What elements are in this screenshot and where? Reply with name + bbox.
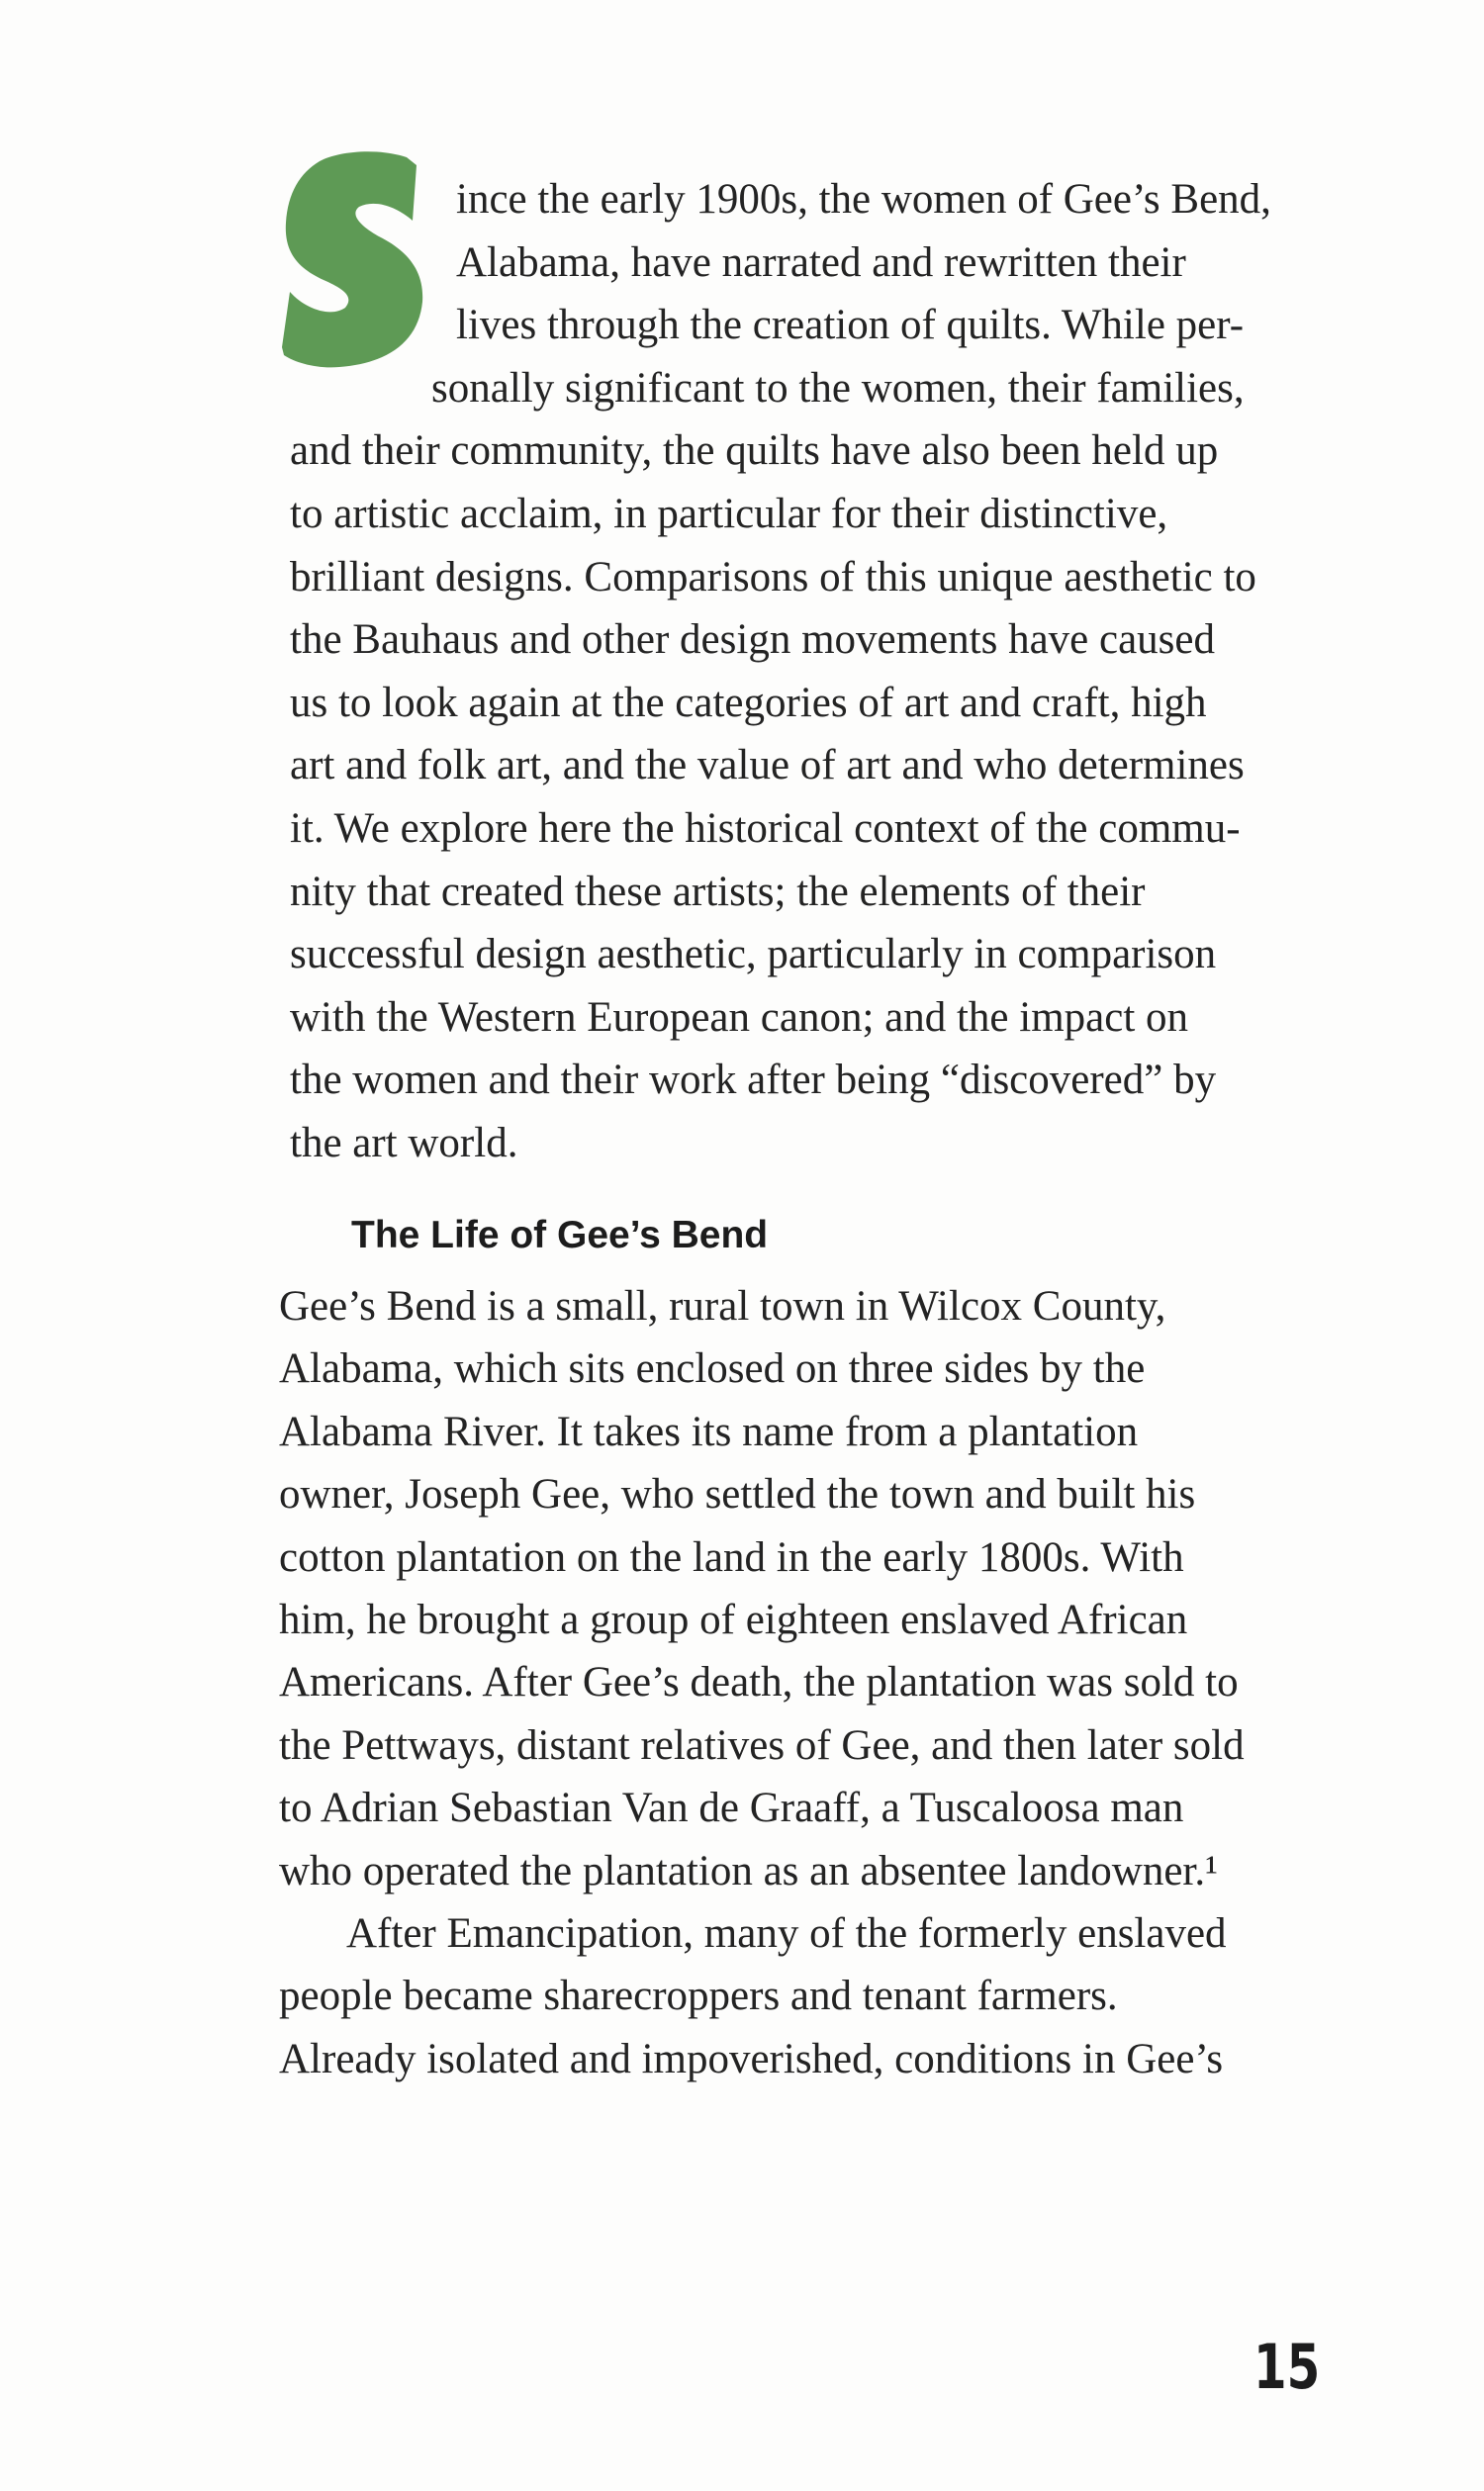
section-line: owner, Joseph Gee, who settled the town and built his <box>279 1471 1196 1519</box>
intro-line: the women and their work after being “discovered” by <box>290 1057 1217 1104</box>
intro-line: nity that created these artists; the elements of their <box>290 868 1146 915</box>
section-line: who operated the plantation as an absentee landowner.¹ <box>279 1847 1219 1894</box>
section-heading: The Life of Gee’s Bend <box>351 1214 769 1256</box>
section-line: him, he brought a group of eighteen enslaved African <box>279 1597 1188 1643</box>
drop-cap-s <box>280 143 428 371</box>
intro-line: Alabama, have narrated and rewritten their <box>456 238 1186 286</box>
section-line: to Adrian Sebastian Van de Graaff, a Tuscaloosa man <box>279 1785 1184 1832</box>
intro-line: sonally significant to the women, their families, <box>431 364 1245 412</box>
section-line: Americans. After Gee’s death, the plantation was sold to <box>279 1659 1239 1707</box>
intro-line: successful design aesthetic, particularly in comparison <box>290 931 1217 978</box>
section-line: people became sharecroppers and tenant farmers. <box>279 1973 1118 2020</box>
section-line: the Pettways, distant relatives of Gee, and then later sold <box>279 1721 1245 1769</box>
intro-line: art and folk art, and the value of art and who determines <box>290 742 1245 789</box>
intro-line: brilliant designs. Comparisons of this unique aesthetic to <box>290 553 1256 600</box>
intro-line: it. We explore here the historical context of the commu- <box>290 805 1241 852</box>
section-line: Alabama River. It takes its name from a plantation <box>279 1408 1139 1455</box>
intro-line: and their community, the quilts have also been held up <box>290 427 1219 475</box>
intro-line: with the Western European canon; and the impact on <box>290 993 1189 1041</box>
section-line: Gee’s Bend is a small, rural town in Wilcox County, <box>279 1283 1166 1330</box>
section-line: cotton plantation on the land in the early 1800s. With <box>279 1533 1184 1581</box>
section-line: After Emancipation, many of the formerly enslaved <box>346 1910 1227 1957</box>
intro-line: to artistic acclaim, in particular for their distinctive, <box>290 491 1168 537</box>
intro-line: the art world. <box>290 1120 518 1166</box>
intro-line: the Bauhaus and other design movements have caused <box>290 616 1215 664</box>
intro-line: ince the early 1900s, the women of Gee’s Bend, <box>456 176 1271 223</box>
intro-line: lives through the creation of quilts. While per- <box>456 302 1245 349</box>
intro-line: us to look again at the categories of art and craft, high <box>290 679 1207 726</box>
section-line: Alabama, which sits enclosed on three sides by the <box>279 1345 1146 1393</box>
section-line: Already isolated and impoverished, conditions in Gee’s <box>279 2035 1224 2082</box>
page-number: 15 <box>1253 2331 1321 2403</box>
